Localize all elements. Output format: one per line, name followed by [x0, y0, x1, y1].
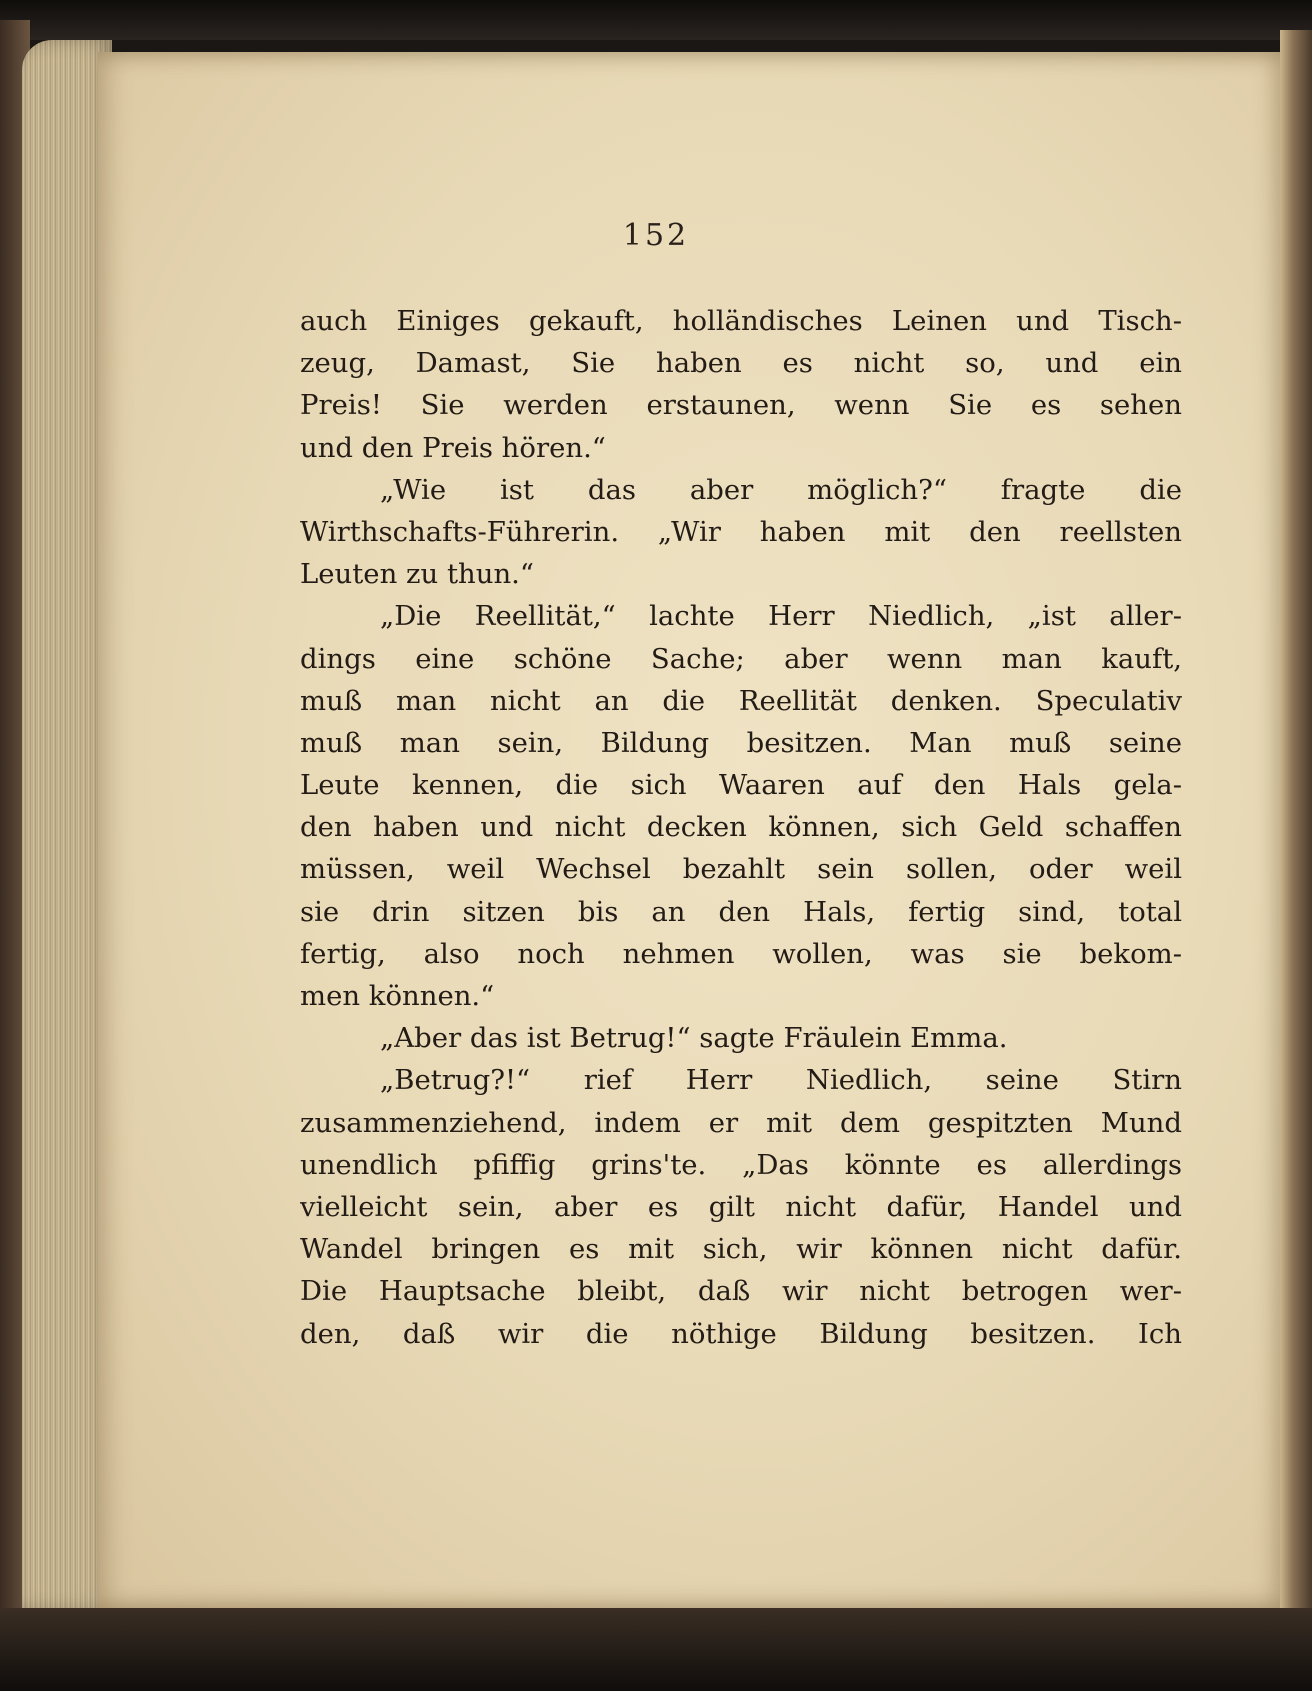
text-line: „Wie ist das aber möglich?“ fragte die [380, 473, 1182, 506]
text-line: „Betrug?!“ rief Herr Niedlich, seine Stirn [380, 1064, 1182, 1097]
text-line: Wirthschafts-Führerin. „Wir haben mit den reellsten [300, 515, 1182, 548]
text-line: den, daß wir die nöthige Bildung besitzen. Ich [300, 1317, 1182, 1350]
text-line: muß man sein, Bildung besitzen. Man muß seine [300, 726, 1182, 759]
text-line: Leute kennen, die sich Waaren auf den Hals gela- [300, 769, 1182, 802]
page-number: 152 [622, 218, 690, 253]
text-line: Preis! Sie werden erstaunen, wenn Sie es sehen [300, 389, 1182, 422]
text-line: „Die Reellität,“ lachte Herr Niedlich, „ist aller- [380, 600, 1182, 633]
text-line: müssen, weil Wechsel bezahlt sein sollen, oder weil [300, 853, 1182, 886]
text-line: zeug, Damast, Sie haben es nicht so, und ein [300, 347, 1182, 380]
text-line: auch Einiges gekauft, holländisches Leinen und Tisch- [300, 305, 1182, 337]
text-line: sie drin sitzen bis an den Hals, fertig sind, total [300, 895, 1182, 928]
text-line: unendlich pfiffig grins'te. „Das könnte es allerdings [300, 1148, 1182, 1181]
text-line: vielleicht sein, aber es gilt nicht dafür, Handel und [300, 1190, 1182, 1223]
text-line: und den Preis hören.“ [300, 431, 606, 464]
text-line: men können.“ [300, 980, 495, 1012]
book-cover-top [0, 0, 1312, 40]
text-line: dings eine schöne Sache; aber wenn man kauft, [300, 642, 1182, 675]
text-line: fertig, also noch nehmen wollen, was sie bekom- [300, 937, 1182, 970]
book-binding [1280, 30, 1312, 1630]
text-line: Wandel bringen es mit sich, wir können nicht dafür. [300, 1233, 1182, 1266]
text-line: zusammenziehend, indem er mit dem gespitzten Mund [300, 1106, 1182, 1139]
text-line: „Aber das ist Betrug!“ sagte Fräulein Emma. [380, 1022, 1008, 1055]
body-text [300, 300, 1182, 1355]
text-line: Die Hauptsache bleibt, daß wir nicht betrogen wer- [300, 1275, 1182, 1308]
text-line: den haben und nicht decken können, sich Geld schaffen [300, 811, 1182, 844]
text-line: Leuten zu thun.“ [300, 558, 534, 591]
text-line: muß man nicht an die Reellität denken. Speculativ [300, 684, 1182, 717]
book-cover-bottom [0, 1608, 1312, 1691]
